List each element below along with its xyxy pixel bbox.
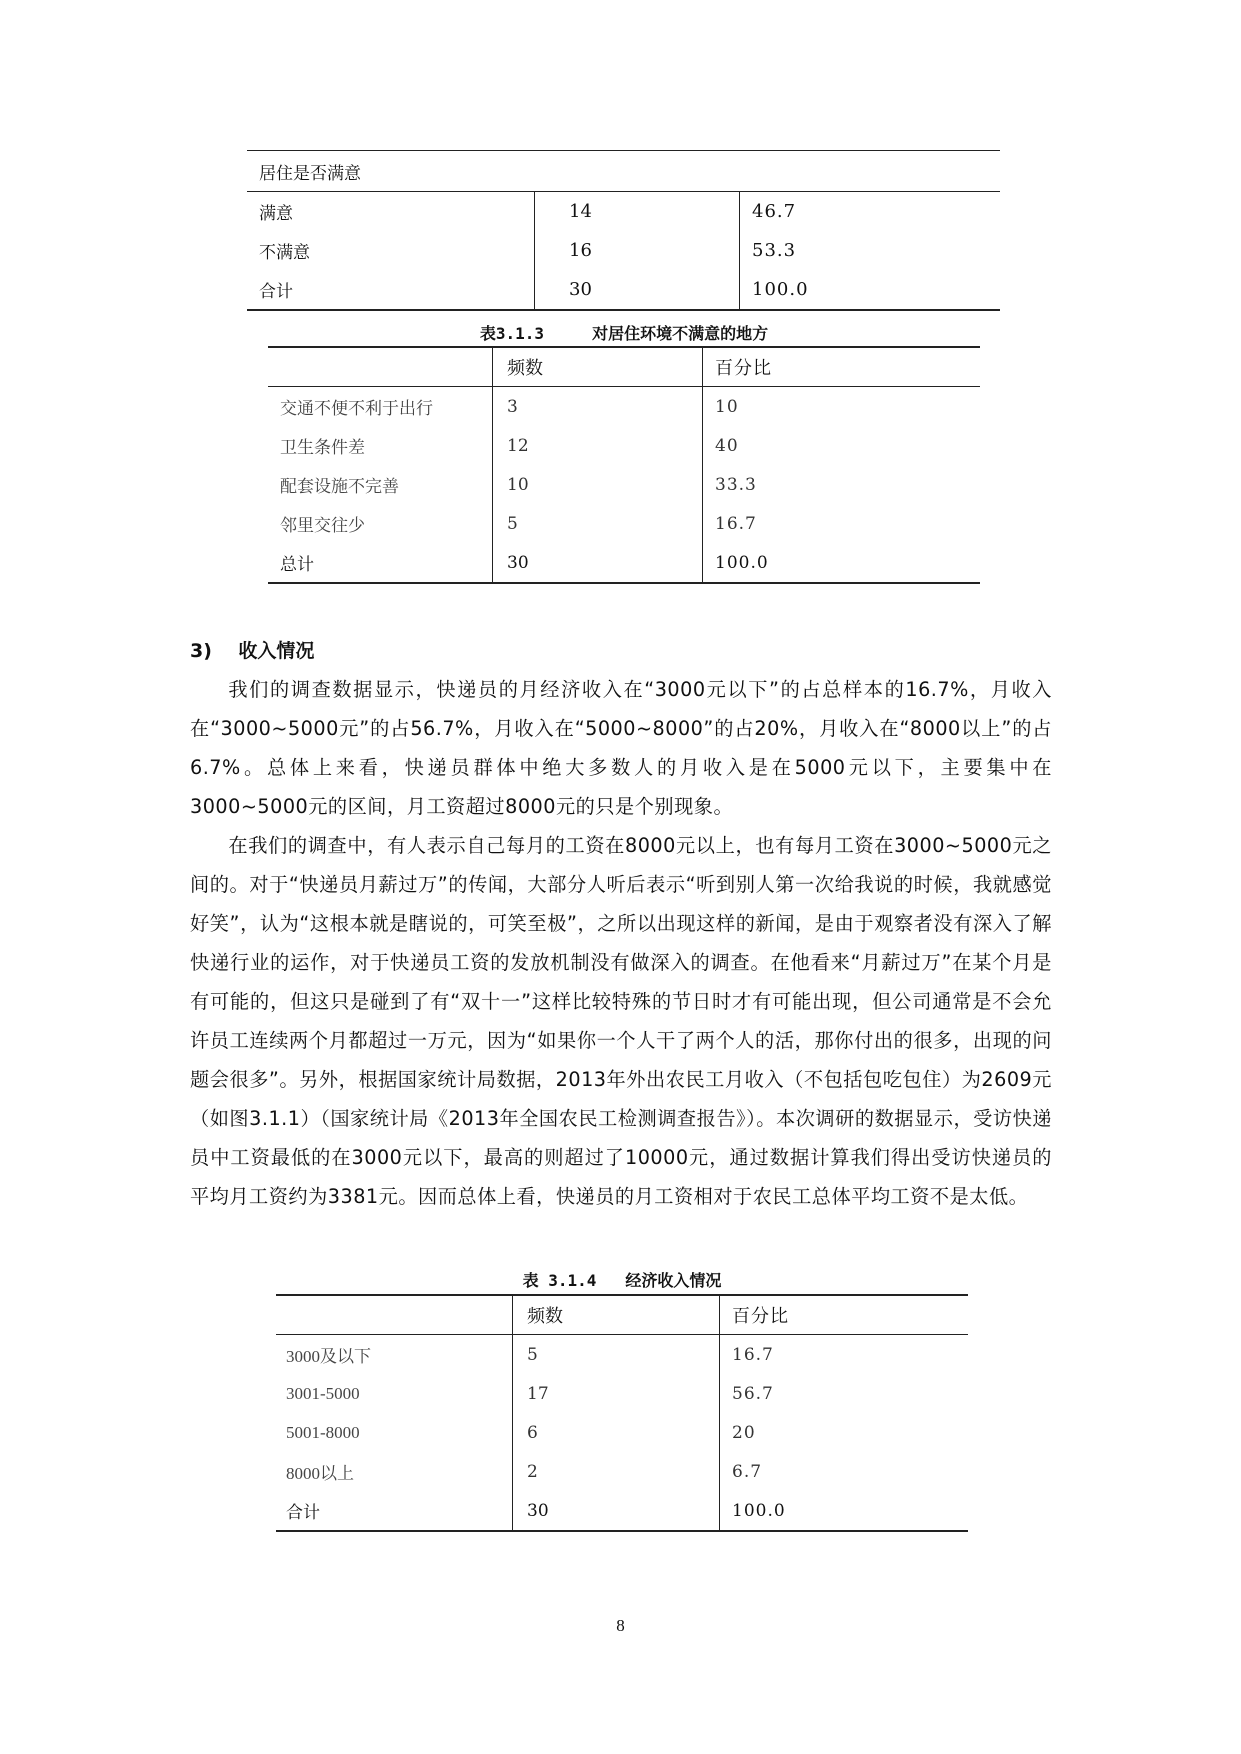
row-label: 交通不便不利于出行: [280, 399, 433, 419]
row-label: 3001-5000: [286, 1383, 360, 1403]
table-header-row: [276, 1295, 968, 1335]
table-row: [276, 1413, 968, 1452]
header-percent: 百分比: [720, 1295, 969, 1335]
total-percent: 100.0: [703, 543, 981, 583]
row-frequency: 6: [513, 1413, 720, 1452]
row-frequency: 2: [513, 1452, 720, 1491]
row-label: 配套设施不完善: [280, 477, 399, 497]
row-label: 不满意: [259, 243, 310, 263]
row-label: 合计: [247, 270, 535, 310]
row-frequency: 17: [513, 1374, 720, 1413]
total-percent: 100.0: [720, 1491, 969, 1531]
total-label: 合计: [276, 1491, 513, 1531]
row-percent: 16.7: [720, 1335, 969, 1375]
row-label: 卫生条件差: [280, 438, 365, 458]
table-header-row: [247, 151, 1000, 192]
row-label: 3000及以下: [286, 1347, 371, 1366]
table-group-header: 居住是否满意: [247, 151, 1000, 192]
page-number: 8: [616, 1616, 625, 1635]
row-label: 5001-8000: [286, 1422, 360, 1442]
table-row: [268, 465, 980, 504]
table-row: [276, 1374, 968, 1413]
row-frequency: 12: [493, 426, 703, 465]
total-frequency: 30: [493, 543, 703, 583]
row-frequency: 16: [535, 231, 740, 270]
header-empty-cell: [268, 347, 493, 387]
table-total-row: [268, 543, 980, 583]
table-row: [247, 270, 1000, 310]
row-percent: 40: [703, 426, 981, 465]
table-row: [276, 1452, 968, 1491]
row-frequency: 3: [493, 387, 703, 427]
housing-satisfaction-table: [247, 150, 1000, 311]
row-percent: 33.3: [703, 465, 981, 504]
row-frequency: 5: [513, 1335, 720, 1375]
table-row: [268, 426, 980, 465]
table-total-row: [276, 1491, 968, 1531]
row-percent: 46.7: [740, 192, 1001, 232]
dissatisfaction-table: [268, 346, 980, 584]
header-empty-cell: [276, 1295, 513, 1335]
paragraph: 我们的调查数据显示，快递员的月经济收入在“3000元以下”的占总样本的16.7%，月收入在“3000~5000元”的占56.7%，月收入在“5000~8000”的占20%，月收入在“8000以上”的占6.7%。总体上来看，快递员群体中绝大多数人的月收入是在5000元以下，主要集中在3000~5000元的区间，月工资超过8000元的只是个别现象。: [190, 678, 1052, 818]
table-row: [247, 231, 1000, 270]
header-frequency: 频数: [493, 347, 703, 387]
row-frequency: 10: [493, 465, 703, 504]
table-caption: 表 3.1.4 经济收入情况: [522, 1271, 722, 1290]
paragraph: 在我们的调查中，有人表示自己每月的工资在8000元以上，也有每月工资在3000~5000元之间的。对于“快递员月薪过万”的传闻，大部分人听后表示“听到别人第一次给我说的时候，我就感觉好笑”，认为“这根本就是瞎说的，可笑至极”，之所以出现这样的新闻，是由于观察者没有深入了解快递行业的运作，对于快递员工资的发放机制没有做深入的调查。在他看来“月薪过万”在某个月是有可能的，但这只是碰到了有“双十一”这样比较特殊的节日时才有可能出现，但公司通常是不会允许员工连续两个月都超过一万元，因为“如果你一个人干了两个人的活，那你付出的很多，出现的问题会很多”。另外，根据国家统计局数据，2013年外出农民工月收入（不包括包吃包住）为2609元（如图3.1.1）（国家统计局《2013年全国农民工检测调查报告》）。本次调研的数据显示，受访快递员中工资最低的在3000元以下，最高的则超过了10000元，通过数据计算我们得出受访快递员的平均月工资约为3381元。因而总体上看，快递员的月工资相对于农民工总体平均工资不是太低。: [190, 834, 1052, 1208]
table-row: [268, 387, 980, 427]
row-percent: 100.0: [740, 270, 1001, 310]
row-percent: 6.7: [720, 1452, 969, 1491]
table-row: [268, 504, 980, 543]
row-label: 邻里交往少: [280, 516, 365, 536]
table-header-row: [268, 347, 980, 387]
row-percent: 20: [720, 1413, 969, 1452]
row-percent: 16.7: [703, 504, 981, 543]
body-text: [190, 670, 1052, 1216]
header-percent: 百分比: [703, 347, 981, 387]
row-frequency: 14: [535, 192, 740, 232]
row-percent: 56.7: [720, 1374, 969, 1413]
section-heading: 3) 收入情况: [190, 640, 315, 662]
row-frequency: 30: [535, 270, 740, 310]
row-label: 满意: [247, 192, 535, 232]
income-table: [276, 1294, 968, 1532]
row-percent: 10: [703, 387, 981, 427]
header-frequency: 频数: [513, 1295, 720, 1335]
table-caption: 表3.1.3 对居住环境不满意的地方: [479, 324, 769, 343]
row-label: 8000以上: [286, 1464, 354, 1483]
table-row: [247, 192, 1000, 232]
total-frequency: 30: [513, 1491, 720, 1531]
row-frequency: 5: [493, 504, 703, 543]
total-label: 总计: [268, 543, 493, 583]
table-row: [276, 1335, 968, 1375]
row-percent: 53.3: [740, 231, 1001, 270]
